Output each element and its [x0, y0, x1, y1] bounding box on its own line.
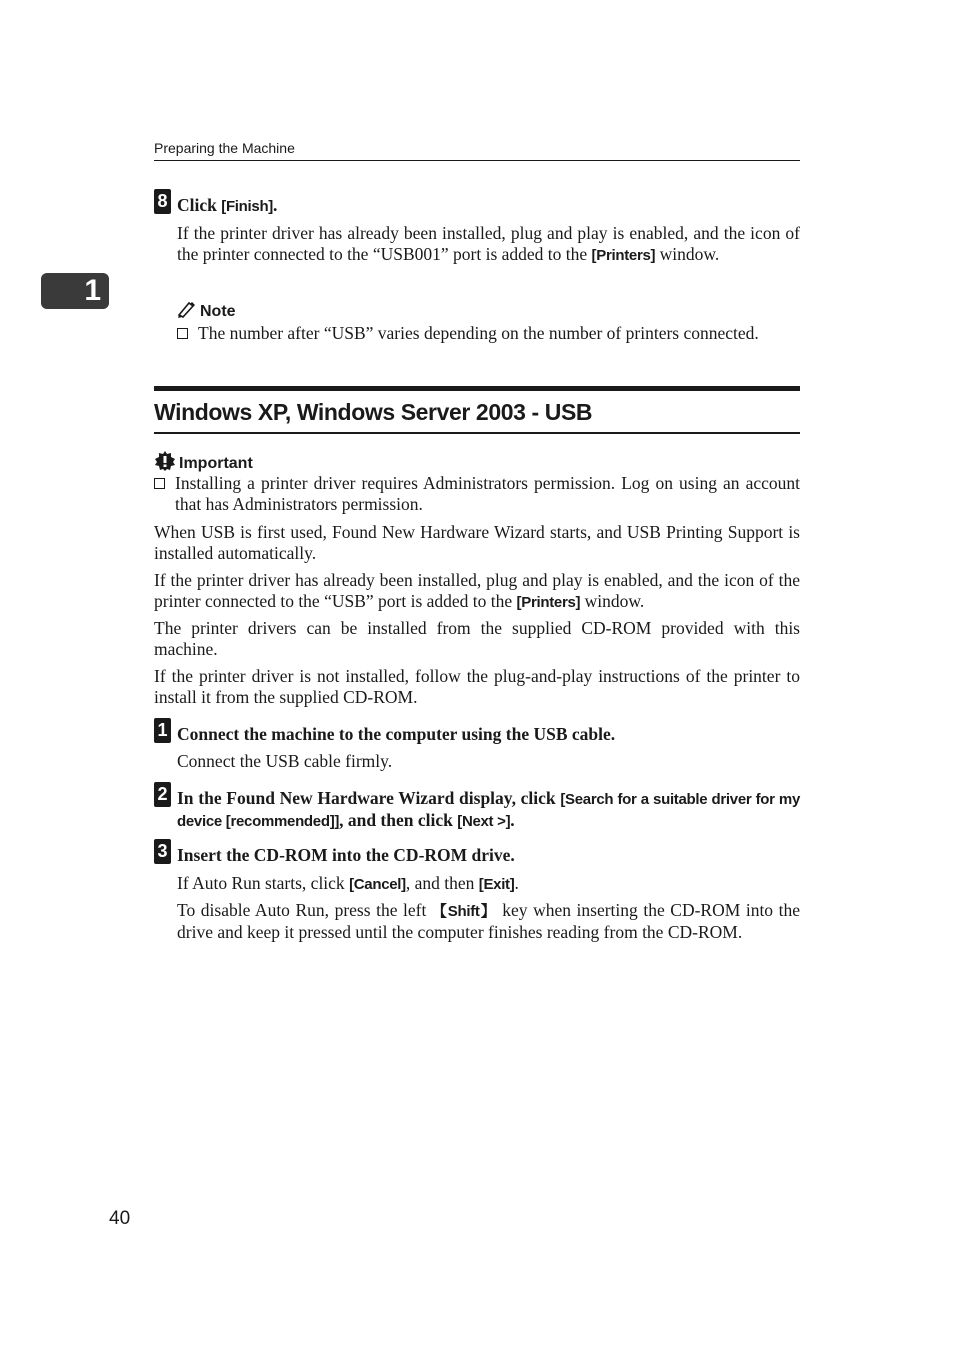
step-2-title-suffix: .: [510, 810, 515, 830]
step-3-body-mid: , and then: [405, 873, 479, 893]
paragraph-plug-and-play: [154, 570, 800, 613]
important-item: [154, 473, 800, 515]
step-2-title-text: In the Found New Hardware Wizard display, click: [177, 788, 561, 808]
chapter-number: 1: [84, 274, 101, 307]
paragraph-plug-and-play-text: If the printer driver has already been installed, plug and play is enabled, and the icon of the printer connected to the “USB” port is added to the: [154, 570, 800, 611]
printers-window-label: [Printers]: [591, 247, 656, 264]
step-1-body: Connect the USB cable firmly.: [177, 751, 393, 771]
section-title: Windows XP, Windows Server 2003 - USB: [154, 399, 593, 425]
step-8-title-suffix: .: [273, 195, 278, 215]
note-item-text: The number after “USB” varies depending on the number of printers connected.: [198, 323, 759, 343]
important-item-text: Installing a printer driver requires Administrators permission. Log on using an account that has Administrators permission.: [175, 473, 800, 514]
note-heading: [177, 300, 236, 324]
step-3-disable-suffix: key when inserting the CD-ROM into the drive and keep it pressed until the computer finishes reading from the CD-ROM.: [177, 900, 800, 942]
step-3-body-autorun: [177, 873, 800, 895]
checkbox-bullet-icon: [177, 328, 188, 339]
step-8-title: [177, 195, 800, 217]
paragraph-wizard: When USB is first used, Found New Hardware Wizard starts, and USB Printing Support is installed automatically.: [154, 522, 800, 563]
step-2-title: [177, 788, 800, 832]
paragraph-cdrom: The printer drivers can be installed from the supplied CD-ROM provided with this machine.: [154, 618, 800, 659]
cancel-button-label: [Cancel]: [349, 876, 406, 893]
search-driver-option-label: [Search for a suitable driver for my device [recommended]]: [177, 791, 800, 830]
step-3-body-suffix: .: [514, 873, 519, 893]
step-3-disable-text: To disable Auto Run, press the left: [177, 900, 432, 920]
note-item: [177, 323, 800, 344]
chapter-tab: [41, 273, 109, 309]
next-button-label: [Next >]: [457, 813, 511, 830]
section-rule-bottom: [154, 432, 800, 434]
step-2-title-mid: , and then click: [339, 810, 458, 830]
page-number: 40: [109, 1208, 131, 1229]
step-3-title: Insert the CD-ROM into the CD-ROM drive.: [177, 845, 515, 865]
step-number-badge: 2: [154, 782, 171, 807]
step-8-title-text: Click: [177, 195, 222, 215]
finish-button-label: [Finish]: [221, 198, 274, 215]
important-heading-text: Important: [179, 455, 253, 472]
running-header: [154, 140, 800, 161]
step-3-body-text: If Auto Run starts, click: [177, 873, 350, 893]
paragraph-not-installed: If the printer driver is not installed, follow the plug-and-play instructions of the printer to install it from the supplied CD-ROM.: [154, 666, 800, 707]
pencil-icon: [177, 300, 197, 324]
printers-window-label: [Printers]: [516, 594, 581, 611]
shift-key-label: 【Shift】: [431, 903, 497, 920]
step-1-title: Connect the machine to the computer using the USB cable.: [177, 724, 616, 744]
section-rule-top: [154, 386, 800, 391]
step-number-badge: 3: [154, 839, 171, 864]
exit-button-label: [Exit]: [478, 876, 515, 893]
step-number-badge: 1: [154, 718, 171, 743]
step-8-body: [177, 223, 800, 266]
paragraph-plug-and-play-suffix: window.: [580, 591, 645, 611]
step-number-badge: 8: [154, 189, 171, 214]
step-8-body-suffix: window.: [655, 244, 720, 264]
checkbox-bullet-icon: [154, 478, 165, 489]
running-header-title: Preparing the Machine: [154, 140, 295, 156]
step-3-body-disable: [177, 900, 800, 943]
step-8-body-text: If the printer driver has already been installed, plug and play is enabled, and the icon of the printer connected to the “USB001” port is added to the: [177, 223, 800, 264]
note-heading-text: Note: [200, 303, 236, 320]
